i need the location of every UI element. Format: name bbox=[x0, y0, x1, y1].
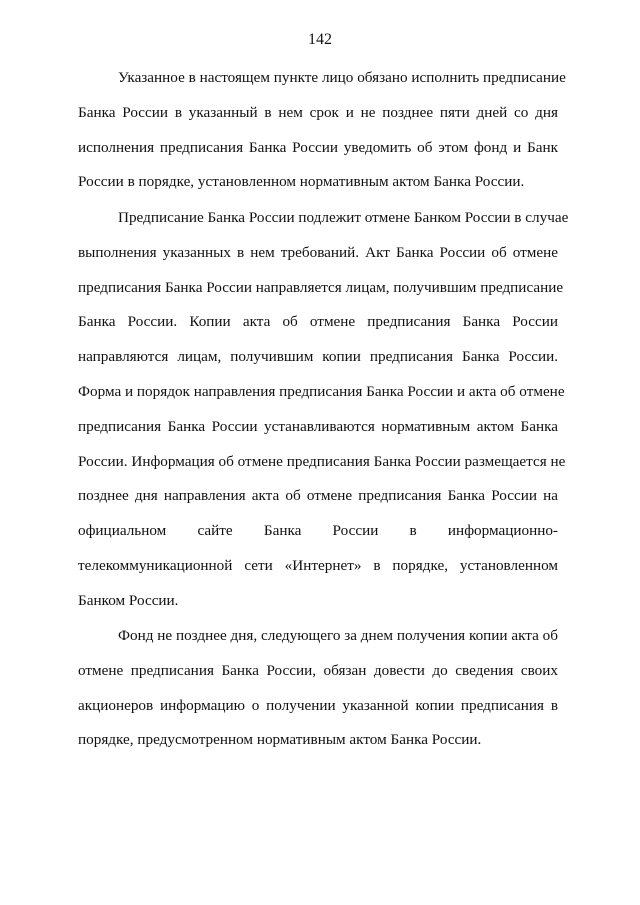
paragraph-line: телекоммуникационной сети «Интернет» в порядке, установленном bbox=[78, 556, 558, 574]
paragraph-line: предписания Банка России устанавливаются нормативным актом Банка bbox=[78, 417, 558, 435]
paragraph-line: России. Информация об отмене предписания Банка России размещается не bbox=[78, 452, 566, 470]
paragraph-line: Фонд не позднее дня, следующего за днем получения копии акта об bbox=[118, 627, 558, 644]
paragraph-line: позднее дня направления акта об отмене предписания Банка России на bbox=[78, 487, 558, 505]
paragraph-line: Банка России в указанный в нем срок и не позднее пяти дней со дня bbox=[78, 103, 558, 121]
paragraph-1 bbox=[78, 61, 566, 200]
paragraph-line: порядке, предусмотренном нормативным актом Банка России. bbox=[78, 731, 482, 749]
paragraph-line: официальном сайте Банка России в информационно- bbox=[78, 522, 558, 540]
paragraph-line: направляются лицам, получившим копии предписания Банка России. bbox=[78, 348, 558, 366]
page-number: 142 bbox=[308, 31, 332, 48]
paragraph-line: Банка России. Копии акта об отмене предписания Банка России bbox=[78, 313, 558, 331]
paragraph-line: акционеров информацию о получении указанной копии предписания в bbox=[78, 696, 558, 714]
paragraph-line: Предписание Банка России подлежит отмене Банком России в случае bbox=[118, 209, 569, 226]
paragraph-line: выполнения указанных в нем требований. Акт Банка России об отмене bbox=[78, 243, 558, 261]
paragraph-line: Банком России. bbox=[78, 591, 179, 609]
paragraph-line: отмене предписания Банка России, обязан довести до сведения своих bbox=[78, 661, 558, 679]
paragraph-line: Форма и порядок направления предписания Банка России и акта об отмене bbox=[78, 382, 565, 400]
paragraph-line: предписания Банка России направляется лицам, получившим предписание bbox=[78, 278, 564, 296]
paragraph-2 bbox=[78, 201, 569, 619]
paragraph-line: исполнения предписания Банка России уведомить об этом фонд и Банк bbox=[78, 138, 558, 156]
paragraph-3 bbox=[78, 619, 558, 758]
paragraph-line: России в порядке, установленном нормативным актом Банка России. bbox=[78, 173, 525, 191]
paragraph-line: Указанное в настоящем пункте лицо обязано исполнить предписание bbox=[118, 69, 566, 86]
